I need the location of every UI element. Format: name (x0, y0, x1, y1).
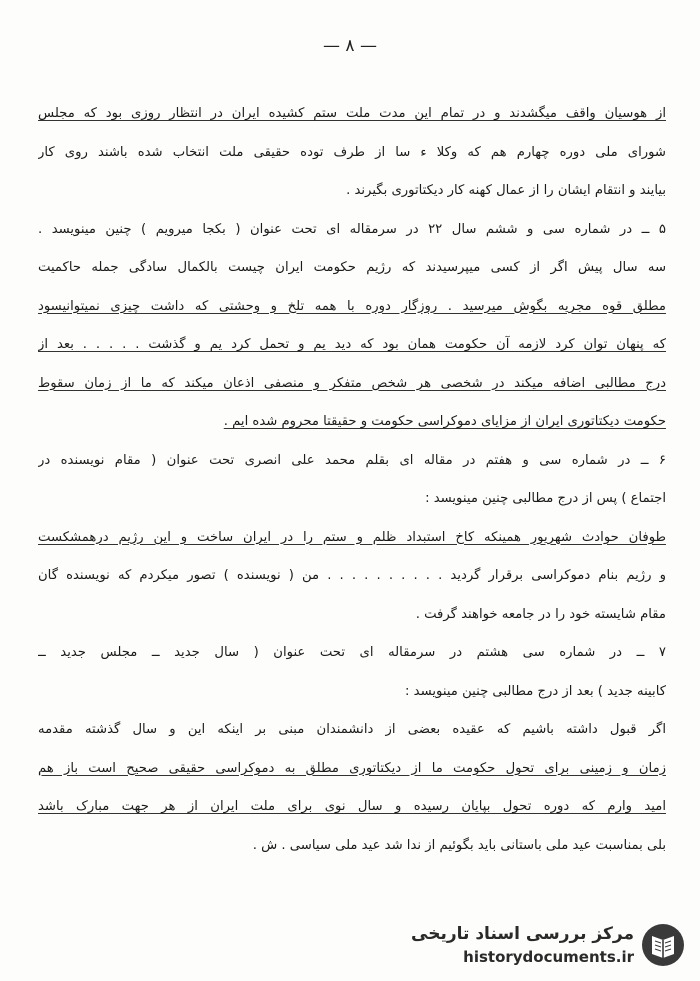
text-line-content: ۷ ــ در شماره سی هشتم در سرمقاله ای تحت عنوان ( سال جدید ــ مجلس جدید ــ (38, 645, 666, 660)
text-line-content: ۵ ــ در شماره سی و ششم سال ۲۲ در سرمقاله ای تحت عنوان ( بکجا میرویم ) چنین مینویسد . (38, 221, 666, 237)
text-line-content: و رژیم بنام دموکراسی برقرار گردید . . . . . . . . . . من ( نویسنده ) تصور میکردم که نویسنده گان (38, 568, 666, 583)
text-line-content: کابینه جدید ) بعد از درج مطالبی چنین مینویسد : (405, 683, 666, 699)
text-line-content: بیایند و انتقام ایشان را از عمال کهنه کار دیکتاتوری بگیرند . (346, 183, 666, 198)
watermark-url: historydocuments.ir (463, 948, 634, 966)
book-logo-icon (640, 922, 686, 968)
text-line (38, 442, 666, 481)
text-line (38, 711, 666, 750)
text-line (38, 750, 666, 789)
text-line-content: حکومت دیکتاتوری ایران از مزایای دموکراسی حکومت و حقیقتا محروم شده ایم . (223, 414, 666, 429)
watermark-title: مرکز بررسی اسناد تاریخی (411, 924, 634, 944)
document-body (38, 95, 666, 865)
text-line (38, 634, 666, 673)
text-line (38, 95, 666, 134)
text-line (38, 288, 666, 327)
page-number: — ۸ — (323, 36, 377, 56)
text-line-content: که پنهان توان کرد لازمه آن حکومت همان بود که دید یم و تحمل کرد یم و گذشت . . . . . بعد از (38, 337, 666, 352)
text-line-content: درج مطالبی اضافه میکند در شخصی هر شخص متفکر و منصفی اذعان میکند که ما از زمان سقوط (38, 375, 666, 391)
text-line-content: از هوسیان واقف میگشدند و در تمام این مدت ملت ستم کشیده ایران در انتظار روزی بود که مجلس (38, 106, 666, 121)
watermark (410, 920, 690, 972)
text-line-content: طوفان حوادث شهریور همینکه کاخ استبداد ظلم و ستم را در ایران ساخت و این رژیم درهمشکست (38, 529, 666, 545)
text-line-content: اگر قبول داشته باشیم که عقیده بعضی از دانشمندان مبنی بر اینکه این و سال گذشته مقدمه (38, 722, 666, 737)
text-line (38, 172, 666, 211)
text-line (38, 403, 666, 442)
text-line-content: زمان و زمینی برای تحول حکومت ما از دیکتاتوری مطلق به دموکراسی حقیقی صحیح است باز هم (38, 760, 666, 776)
text-line-content: مقام شایسته خود را در جامعه خواهند گرفت . (415, 606, 666, 622)
text-line-content: ۶ ــ در شماره سی و هفتم در مقاله ای بقلم محمد علی انصری تحت عنوان ( مقام نویسنده در (38, 452, 666, 468)
text-line-content: شورای ملی دوره چهارم هم که وکلا ء سا از طرف توده حقیقی ملت انتخاب شده باشند روی کار (38, 144, 666, 160)
text-line-content: مطلق قوه مجریه بگوش میرسید . روزگار دوره با همه تلخ و وحشتی که داشت چیزی نمیتوانیسود (38, 298, 666, 314)
text-line-content: اجتماع ) پس از درج مطالبی چنین مینویسد : (425, 491, 666, 506)
text-line (38, 519, 666, 558)
text-line-content: بلی بمناسبت عید ملی باستانی باید بگوئیم از ندا شد عید ملی سیاسی . ش . (252, 837, 666, 853)
text-line (38, 134, 666, 173)
text-line (38, 673, 666, 712)
text-line (38, 557, 666, 596)
text-line (38, 211, 666, 250)
text-line-content: سه سال پیش اگر از کسی میپرسیدند که رژیم حکومت ایران چیست بالکمال سادگی جمله حاکمیت (38, 260, 666, 275)
text-line-content: امید وارم که دوره تحول بپایان رسیده و سال نوی برای ملت ایران از هر جهت مبارک باشد (38, 799, 666, 814)
text-line (38, 326, 666, 365)
text-line (38, 788, 666, 827)
text-line (38, 480, 666, 519)
text-line (38, 596, 666, 635)
text-line (38, 365, 666, 404)
text-line (38, 249, 666, 288)
text-line (38, 827, 666, 866)
